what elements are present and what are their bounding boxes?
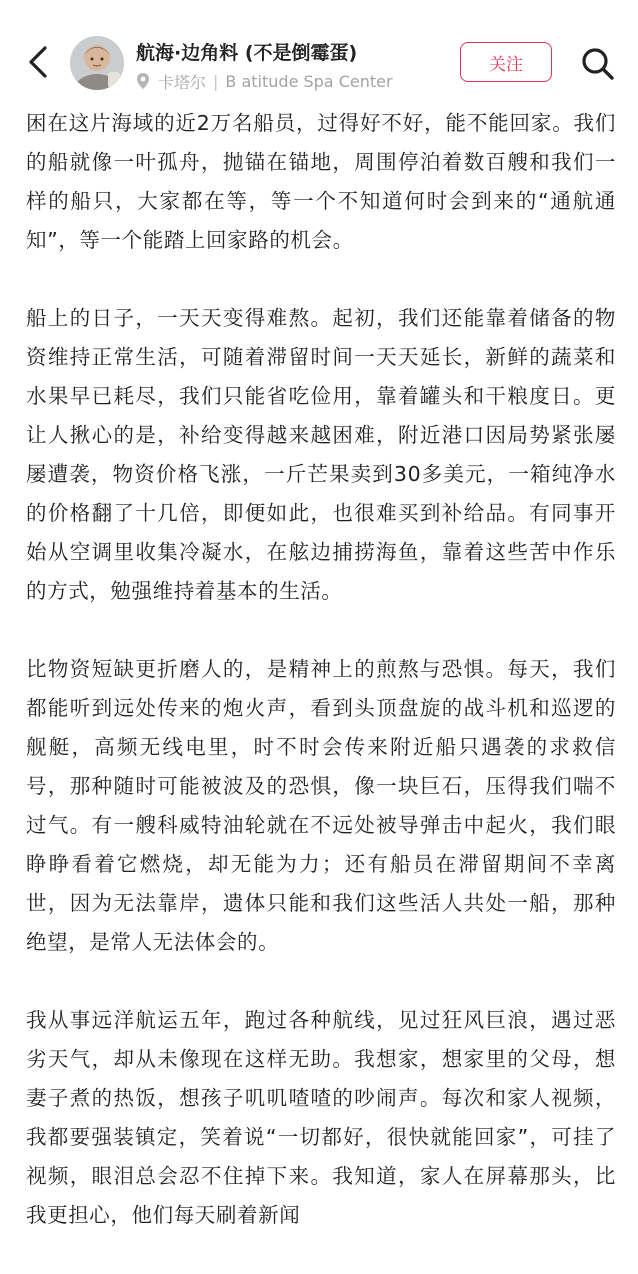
search-button[interactable] (578, 44, 618, 84)
article-body (26, 104, 616, 1274)
search-icon (581, 47, 615, 81)
location-separator: | (213, 71, 219, 91)
author-name[interactable]: 航海·边角料 (不是倒霉蛋) (136, 42, 358, 64)
back-button[interactable] (20, 40, 56, 84)
location-pin-icon (136, 72, 150, 90)
chevron-left-icon (27, 45, 49, 79)
location-city: 卡塔尔 (158, 72, 207, 92)
avatar-image (70, 36, 124, 90)
location-tag[interactable] (136, 70, 393, 92)
article-paragraph: 困在这片海域的近2万名船员，过得好不好，能不能回家。我们的船就像一叶孤舟，抛锚在锚地，周围停泊着数百艘和我们一样的船只，大家都在等，等一个不知道何时会到来的“通航通知”，等一个能踏上回家路的机会。 (26, 111, 616, 252)
article-paragraph: 船上的日子，一天天变得难熬。起初，我们还能靠着储备的物资维持正常生活，可随着滞留时间一天天延长，新鲜的蔬菜和水果早已耗尽，我们只能省吃俭用，靠着罐头和干粮度日。更让人揪心的是，补给变得越来越困难，附近港口因局势紧张屡屡遭袭，物资价格飞涨，一斤芒果卖到30多美元，一箱纯净水的价格翻了十几倍，即便如此，也很难买到补给品。有同事开始从空调里收集冷凝水，在舷边捕捞海鱼，靠着这些苦中作乐的方式，勉强维持着基本的生活。 (26, 306, 616, 603)
location-place: B atitude Spa Center (225, 71, 393, 91)
top-bar (0, 0, 638, 104)
article-paragraph: 比物资短缺更折磨人的，是精神上的煎熬与恐惧。每天，我们都能听到远处传来的炮火声，看到头顶盘旋的战斗机和巡逻的舰艇，高频无线电里，时不时会传来附近船只遇袭的求救信号，那种随时可能被波及的恐惧，像一块巨石，压得我们喘不过气。有一艘科威特油轮就在不远处被导弹击中起火，我们眼睁睁看着它燃烧，却无能为力；还有船员在滞留期间不幸离世，因为无法靠岸，遗体只能和我们这些活人共处一船，那种绝望，是常人无法体会的。 (26, 657, 616, 954)
follow-button[interactable]: 关注 (460, 42, 552, 82)
avatar[interactable] (70, 36, 124, 90)
article-paragraph: 我从事远洋航运五年，跑过各种航线，见过狂风巨浪，遇过恶劣天气，却从未像现在这样无助。我想家，想家里的父母，想妻子煮的热饭，想孩子叽叽喳喳的吵闹声。每次和家人视频，我都要强装镇定，笑着说“一切都好，很快就能回家”，可挂了视频，眼泪总会忍不住掉下来。我知道，家人在屏幕那头，比我更担心，他们每天刷着新闻 (26, 1008, 616, 1227)
